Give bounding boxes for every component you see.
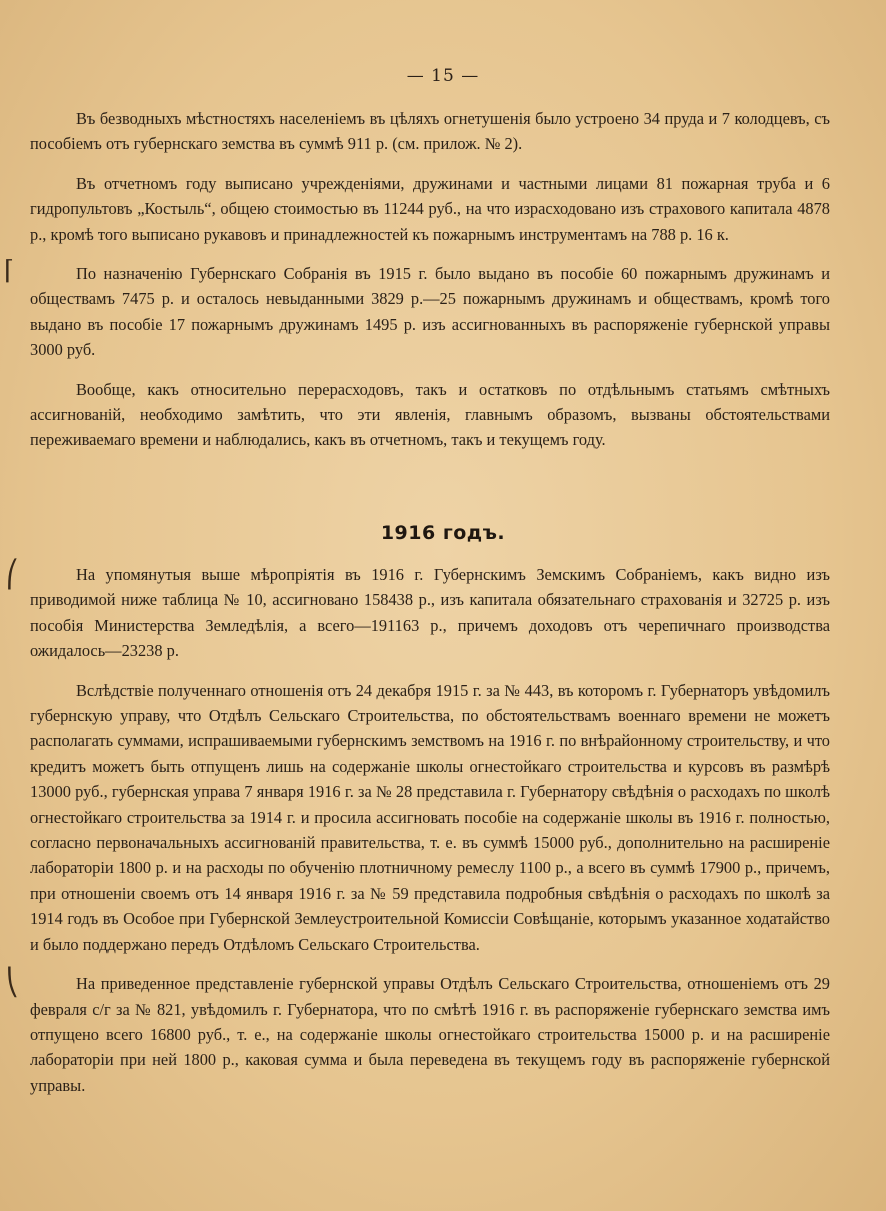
margin-bracket-mark: ⌈ [4,256,15,286]
text-section-bottom [30,562,830,1098]
page-number: — 15 — [406,66,480,86]
margin-bracket-mark: ⎛ [6,560,19,590]
paragraph: Въ отчетномъ году выписано учрежденіями, дружинами и частными лицами 81 пожарная труба и 6 гидропультовъ „Костыль“, общею стоимостью въ 11244 руб., на что израсходовано изъ страхового капитала 4878 р., кромѣ того выписано рукавовъ и принадлежностей къ пожарнымъ инструментамъ на 788 р. 16 к. [30,173,830,244]
paragraph: По назначенію Губернскаго Собранія въ 1915 г. было выдано въ пособіе 60 пожарнымъ дружинамъ и обществамъ 7475 р. и осталось невыданными 3829 р.—25 пожарнымъ дружинамъ и обществамъ, кромѣ того выдано въ пособіе 17 пожарнымъ дружинамъ 1495 р. изъ ассигнованныхъ въ распоряженіе губернской управы 3000 руб. [30,264,830,360]
text-section-top [30,106,830,453]
margin-bracket-mark: ⎝ [6,968,19,998]
paragraph: Вслѣдствіе полученнаго отношенія отъ 24 декабря 1915 г. за № 443, въ которомъ г. Губернаторъ увѣдомилъ губернскую управу, что Отдѣлъ Сельскаго Строительства, по обстоятельствамъ военнаго времени не можетъ располагать суммами, испрашиваемыми губернскимъ земствомъ на 1916 г. по внѣрайонному строительству, и что кредитъ можетъ быть отпущенъ лишь на содержаніе школы огнестойкаго строительства и курсовъ въ размѣрѣ 13000 руб., губернская управа 7 января 1916 г. за № 28 представила г. Губернатору свѣдѣнія о расходахъ по школѣ огнестойкаго строительства за 1914 г. и просила ассигновать пособіе на содержаніе школы въ 1916 г. полностью, согласно первоначальныхъ ассигнованій правительства, т. е. въ суммѣ 15000 руб., дополнительно на расширеніе лабораторіи 1800 р. и на расходы по обученію плотничному ремеслу 1100 р., а всего въ суммѣ 17900 р., причемъ, при отношеніи своемъ отъ 14 января 1916 г. за № 59 представила подробныя свѣдѣнія о расходахъ по школѣ за 1914 годъ въ Особое при Губернской Землеустроительной Комиссіи Совѣщаніе, которымъ указанное ходатайство и было поддержано передъ Отдѣломъ Сельскаго Строительства. [30,680,830,954]
section-heading: 1916 годъ. [380,522,506,544]
paragraph: Въ безводныхъ мѣстностяхъ населеніемъ въ цѣляхъ огнетушенія было устроено 34 пруда и 7 колодцевъ, съ пособіемъ отъ губернскаго земства въ суммѣ 911 р. (см. прилож. № 2). [30,109,830,154]
paragraph: На упомянутыя выше мѣропріятія въ 1916 г. Губернскимъ Земскимъ Собраніемъ, какъ видно изъ приводимой ниже таблица № 10, ассигновано 158438 р., изъ капитала обязательнаго страхованія и 32725 р. изъ пособія Министерства Земледѣлія, а всего—191163 р., причемъ доходовъ отъ черепичнаго производства ожидалось—23238 р. [30,565,830,661]
paragraph: Вообще, какъ относительно перерасходовъ, такъ и остатковъ по отдѣльнымъ статьямъ смѣтныхъ ассигнованій, необходимо замѣтить, что эти явленія, главнымъ образомъ, вызваны обстоятельствами переживаемаго времени и наблюдались, какъ въ отчетномъ, такъ и текущемъ году. [30,379,830,450]
paragraph: На приведенное представленіе губернской управы Отдѣлъ Сельскаго Строительства, отношеніемъ отъ 29 февраля с/г за № 821, увѣдомилъ г. Губернатора, что по смѣтѣ 1916 г. въ распоряженіе губернскаго земства имъ отпущено всего 16800 руб., т. е., на содержаніе школы огнестойкаго строительства 15000 р. и на расширеніе лабораторіи при ней 1800 р., каковая сумма и была переведена въ текущемъ году въ распоряженіе губернской управы. [30,974,830,1095]
